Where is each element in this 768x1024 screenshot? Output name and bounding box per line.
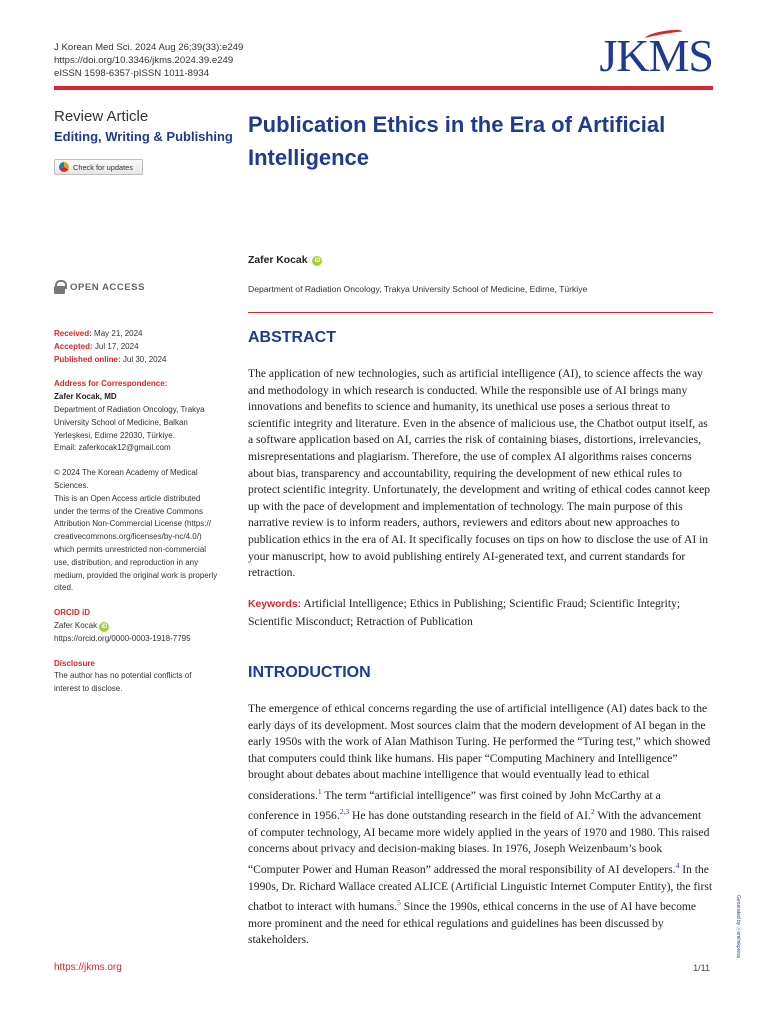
license-line: use, distribution, and reproduction in any [54,557,199,567]
license-block [54,467,234,595]
copyright-line: © 2024 The Korean Academy of Medical [54,468,198,478]
intro-text: The term “artificial intelligence” was first coined by John McCarthy at a conference in 1956. [248,788,661,823]
orcid-heading: ORCID iD [54,608,90,618]
intro-text: He has done outstanding research in the field of AI. [349,809,591,823]
received-value: May 21, 2024 [94,329,143,338]
keywords [248,596,713,630]
abstract-text: The application of new technologies, such as artificial intelligence (AI), to science affects the way and methodology in which research is conducted. While the responsible use of AI brings many innovations and benefits to science and humanity, its unethical use poses a serious threat to scientific integrity and literature. Even in the absence of malicious use, the Chatbot output itself, as a software application based on AI, carries the risk of containing biases, distortions, irrelevancies, misrepresentations and plagiarism. Therefore, the use of complex AI algorithms raises concerns about bias, transparency and accountability, requiring the development of new ethical rules to protect scientific integrity. Unfortunately, the development and writing of ethical codes cannot keep up with the pace of development and implementation of technology. The main purpose of this narrative review is to inform readers, authors, reviewers and editors about new approaches to publication ethics in the era of AI. It specifically focuses on tips on how to disclose the use of AI in your manuscript, how to avoid publishing entirely AI-generated text, and current standards for retraction. [248,367,711,580]
dates-block [54,328,234,366]
accepted-label: Accepted: [54,341,93,351]
generated-by-text: Generated by ⓧxmlinkpress [735,895,741,959]
open-access-label: OPEN ACCESS [70,281,145,293]
introduction-paragraph [248,701,713,949]
copyright-line: Sciences. [54,480,89,490]
correspondence-address-line: Yerleşkesi, Edirne 22030, Türkiye. [54,430,175,440]
article-type: Review Article [54,108,149,125]
page-number: 1/11 [693,963,710,973]
license-line: which permits unrestricted non-commercial [54,544,207,554]
citation-link[interactable]: 2,3 [339,807,350,817]
disclosure-heading: Disclosure [54,658,95,668]
citation-link[interactable]: 5 [397,898,401,908]
published-value: Jul 30, 2024 [122,354,167,364]
correspondence-address-line: Department of Radiation Oncology, Trakya [54,404,205,414]
logo-text: JKMS [599,30,713,81]
check-updates-label: Check for updates [73,162,133,172]
introduction-heading: INTRODUCTION [248,664,371,681]
license-line: cited. [54,583,74,593]
affiliation: Department of Radiation Oncology, Trakya University School of Medicine, Edirne, Türkiye [248,284,588,294]
intro-text: With the advancement of computer technology, AI became more widely applied in the years of 1970 and 1980. This raised concerns about privacy and decision-making biases. In 1976, Joseph Weizenbaum’s book “Computer Power and Human Reason” addressed the moral responsibility of AI developers. [248,809,710,876]
intro-text: Since the 1990s, ethical concerns in the use of AI have become more prominent and the need for ethical regulations and guidelines has been discussed by stakeholders. [248,899,697,947]
disclosure-block [54,658,234,696]
correspondence-block [54,378,234,455]
citation-block [54,41,243,80]
correspondence-email[interactable]: Email: zaferkocak12@gmail.com [54,443,171,453]
author [248,255,322,266]
sidebar [54,328,234,708]
open-lock-icon [54,280,65,294]
journal-logo [599,30,713,81]
license-line: This is an Open Access article distributed [54,493,201,503]
orcid-link[interactable]: https://orcid.org/0000-0003-1918-7795 [54,633,191,643]
license-line: under the terms of the Creative Commons [54,506,203,516]
header-divider [54,86,713,90]
correspondence-heading: Address for Correspondence: [54,379,168,389]
license-link[interactable]: creativecommons.org/licenses/by-nc/4.0/) [54,532,202,542]
license-line: Attribution Non-Commercial License (https:// [54,519,211,529]
citation: J Korean Med Sci. 2024 Aug 26;39(33):e249 [54,42,244,53]
citation-link[interactable]: 4 [675,861,680,871]
abstract-divider [248,312,713,313]
issn: eISSN 1598-6357·pISSN 1011-8934 [54,68,210,79]
published-date [54,354,234,367]
generated-by-mark [733,895,743,975]
check-updates-icon [59,162,69,172]
citation-link[interactable]: 2 [590,807,595,817]
citation-link[interactable]: 1 [317,786,322,796]
received-date [54,328,234,341]
disclosure-line: The author has no potential conflicts of [54,671,192,681]
license-line: medium, provided the original work is properly [54,570,218,580]
orcid-icon[interactable]: iD [101,623,108,630]
article-section: Editing, Writing & Publishing [54,129,233,144]
orcid-block [54,607,234,645]
open-access-badge [54,280,145,294]
orcid-author-name: Zafer Kocak [54,620,98,630]
correspondence-address-line: University School of Medicine, Balkan [54,417,188,427]
published-label: Published online: [54,354,121,364]
received-label: Received: [54,329,92,338]
doi-link[interactable]: https://doi.org/10.3346/jkms.2024.39.e249 [54,55,234,66]
abstract-heading: ABSTRACT [248,329,336,346]
disclosure-line: interest to disclose. [54,684,123,694]
author-name: Zafer Kocak [248,255,308,266]
orcid-author [54,620,234,633]
article-title: Publication Ethics in the Era of Artificial Intelligence [248,112,666,170]
accepted-date [54,341,234,354]
accepted-value: Jul 17, 2024 [94,341,139,351]
orcid-icon[interactable]: iD [314,257,321,264]
footer-link[interactable]: https://jkms.org [54,962,122,973]
intro-text: The emergence of ethical concerns regarding the use of artificial intelligence (AI) dates back to the early days of its development. Most sources claim that the modern development of AI began in the early 1950s with the work of Alan Mathison Turing. He performed the “Turing test,” which showed that computers could think like humans. His paper “Computing Machinery and Intelligence” brought about debates about machine intelligence that would eventually lead to ethical considerations. [248,702,711,802]
check-updates-button[interactable] [54,159,143,175]
correspondence-name: Zafer Kocak, MD [54,392,117,402]
intro-text: In the 1990s, Dr. Richard Wallace created ALICE (Artificial Linguistic Internet Computer Entity), the first chatbot to interact with humans. [248,862,713,913]
keywords-list: Artificial Intelligence; Ethics in Publishing; Scientific Fraud; Scientific Integrity; Scientific Misconduct; Retraction of Publication [248,597,681,628]
keywords-label: Keywords: [248,599,302,610]
